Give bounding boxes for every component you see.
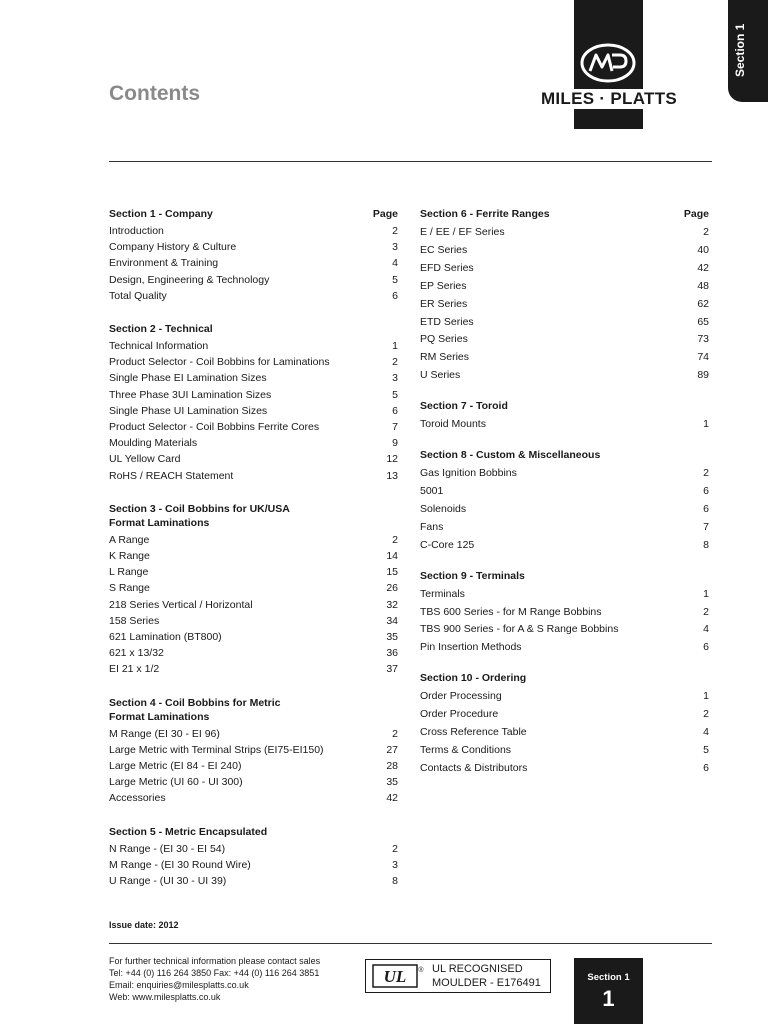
toc-entry-title: 621 Lamination (BT800) bbox=[109, 631, 222, 644]
toc-entry-page: 34 bbox=[386, 614, 398, 627]
toc-entry-page: 35 bbox=[386, 631, 398, 644]
toc-entry-page: 2 bbox=[392, 225, 398, 237]
issue-date: Issue date: 2012 bbox=[109, 920, 179, 930]
svg-text:UL: UL bbox=[383, 967, 407, 986]
toc-entry-page: 1 bbox=[703, 418, 709, 431]
toc-entry-page: 13 bbox=[386, 469, 398, 482]
toc-entry-page: 1 bbox=[703, 690, 709, 703]
contact-line: For further technical information please contact sales bbox=[109, 956, 321, 966]
toc-section bbox=[109, 207, 398, 304]
section-heading bbox=[420, 207, 709, 221]
toc-entry-title: Total Quality bbox=[109, 289, 167, 302]
toc-section bbox=[109, 322, 398, 484]
ul-line-2: MOULDER - E176491 bbox=[432, 977, 541, 989]
toc-entry[interactable] bbox=[109, 272, 398, 288]
toc-entry[interactable] bbox=[109, 726, 398, 742]
footer-divider bbox=[109, 943, 712, 944]
toc-entry-title: PQ Series bbox=[420, 333, 468, 346]
toc-entry-title: ETD Series bbox=[420, 315, 474, 328]
toc-entry-title: Large Metric with Terminal Strips (EI75-EI150) bbox=[109, 743, 324, 756]
ul-line-1: UL RECOGNISED bbox=[432, 963, 523, 975]
toc-entry-title: ER Series bbox=[420, 297, 468, 310]
toc-entry[interactable] bbox=[109, 774, 398, 790]
page-column-label: Page bbox=[683, 208, 709, 220]
toc-entry[interactable] bbox=[420, 483, 709, 501]
toc-entry-title: K Range bbox=[109, 550, 150, 563]
toc-entry[interactable] bbox=[420, 688, 709, 706]
section-title: Section 4 - Coil Bobbins for Metric Format Laminations bbox=[109, 696, 281, 723]
contact-line: Tel: +44 (0) 116 264 3850 Fax: +44 (0) 116 264 3851 bbox=[109, 968, 320, 978]
toc-entry[interactable] bbox=[109, 790, 398, 806]
contact-info bbox=[109, 955, 320, 1003]
toc-entry-page: 6 bbox=[703, 484, 709, 497]
toc-entry[interactable] bbox=[420, 724, 709, 742]
toc-entry-title: TBS 600 Series - for M Range Bobbins bbox=[420, 605, 602, 618]
toc-entry-title: EC Series bbox=[420, 243, 468, 256]
toc-entry[interactable] bbox=[420, 706, 709, 724]
toc-entry-page: 62 bbox=[697, 297, 709, 310]
contents-left-column bbox=[109, 207, 398, 907]
toc-entry[interactable] bbox=[109, 403, 398, 419]
toc-entry-title: 218 Series Vertical / Horizontal bbox=[109, 598, 253, 611]
toc-entry-page: 3 bbox=[392, 241, 398, 254]
toc-entry[interactable] bbox=[420, 314, 709, 332]
toc-section bbox=[420, 399, 709, 434]
toc-entry-page: 2 bbox=[392, 842, 398, 855]
toc-entry-title: Order Procedure bbox=[420, 708, 499, 721]
toc-entry-title: 621 x 13/32 bbox=[109, 647, 164, 660]
toc-entry-page: 35 bbox=[386, 776, 398, 789]
toc-entry[interactable] bbox=[109, 742, 398, 758]
toc-entry-title: U Range - (UI 30 - UI 39) bbox=[109, 875, 227, 888]
toc-entry-title: A Range bbox=[109, 533, 150, 546]
toc-entry-page: 3 bbox=[392, 858, 398, 871]
toc-entry[interactable] bbox=[420, 586, 709, 604]
toc-entry-page: 2 bbox=[703, 708, 709, 721]
toc-entry-title: C-Core 125 bbox=[420, 538, 475, 551]
toc-entry-page: 37 bbox=[386, 663, 398, 676]
section-title: Section 10 - Ordering bbox=[420, 672, 527, 685]
toc-entry[interactable] bbox=[109, 387, 398, 403]
toc-entry-title: M Range - (EI 30 Round Wire) bbox=[109, 858, 251, 871]
section-title: Section 6 - Ferrite Ranges bbox=[420, 208, 550, 220]
toc-entry-page: 2 bbox=[703, 226, 709, 238]
toc-entry-title: E / EE / EF Series bbox=[420, 226, 505, 238]
toc-entry-title: RM Series bbox=[420, 351, 470, 364]
toc-entry[interactable] bbox=[109, 223, 398, 239]
section-heading bbox=[420, 448, 709, 462]
page-title: Contents bbox=[109, 82, 200, 105]
toc-entry[interactable] bbox=[109, 338, 398, 354]
toc-entry[interactable] bbox=[109, 548, 398, 564]
toc-section bbox=[109, 825, 398, 890]
toc-entry-title: RoHS / REACH Statement bbox=[109, 469, 234, 482]
toc-entry-page: 32 bbox=[386, 598, 398, 611]
svg-text:®: ® bbox=[418, 967, 424, 974]
toc-entry-page: 26 bbox=[386, 582, 398, 595]
toc-entry-page: 40 bbox=[697, 243, 709, 256]
company-logo-icon bbox=[580, 43, 636, 83]
section-title: Section 8 - Custom & Miscellaneous bbox=[420, 449, 601, 462]
section-title: Section 9 - Terminals bbox=[420, 569, 525, 582]
toc-entry-title: Cross Reference Table bbox=[420, 726, 527, 739]
toc-entry[interactable] bbox=[420, 242, 709, 260]
toc-entry-title: S Range bbox=[109, 582, 150, 595]
toc-entry-page: 4 bbox=[392, 257, 398, 270]
section-heading bbox=[109, 696, 398, 724]
toc-entry[interactable] bbox=[420, 621, 709, 639]
toc-entry[interactable] bbox=[109, 857, 398, 873]
toc-entry[interactable] bbox=[109, 613, 398, 629]
toc-entry-page: 5 bbox=[392, 388, 398, 401]
header-divider bbox=[109, 161, 712, 162]
toc-entry[interactable] bbox=[109, 873, 398, 889]
toc-entry[interactable] bbox=[420, 260, 709, 278]
section-heading bbox=[109, 502, 398, 530]
toc-entry[interactable] bbox=[420, 367, 709, 385]
toc-section bbox=[420, 569, 709, 658]
section-title: Section 1 - Company bbox=[109, 208, 213, 220]
toc-entry-title: EI 21 x 1/2 bbox=[109, 663, 160, 676]
toc-entry-page: 1 bbox=[392, 340, 398, 353]
toc-entry-page: 6 bbox=[392, 404, 398, 417]
toc-entry[interactable] bbox=[420, 604, 709, 622]
toc-entry[interactable] bbox=[109, 629, 398, 645]
contents-right-column bbox=[420, 207, 709, 792]
toc-section bbox=[109, 696, 398, 807]
toc-entry-title: Three Phase 3UI Lamination Sizes bbox=[109, 388, 272, 401]
toc-entry[interactable] bbox=[420, 760, 709, 778]
toc-entry[interactable] bbox=[109, 370, 398, 386]
section-title: Section 7 - Toroid bbox=[420, 400, 508, 413]
section-heading bbox=[109, 322, 398, 336]
toc-section bbox=[420, 207, 709, 385]
toc-entry-title: EP Series bbox=[420, 279, 467, 292]
toc-entry-page: 5 bbox=[703, 743, 709, 756]
toc-entry[interactable] bbox=[109, 597, 398, 613]
toc-entry-page: 6 bbox=[703, 641, 709, 654]
toc-entry-page: 8 bbox=[392, 875, 398, 888]
toc-entry[interactable] bbox=[420, 296, 709, 314]
ul-certification-text bbox=[432, 962, 541, 990]
toc-entry-title: Design, Engineering & Technology bbox=[109, 273, 270, 286]
toc-entry-page: 74 bbox=[697, 351, 709, 364]
toc-entry-title: Single Phase EI Lamination Sizes bbox=[109, 372, 267, 385]
toc-entry-page: 2 bbox=[392, 356, 398, 369]
section-heading bbox=[420, 671, 709, 685]
toc-entry[interactable] bbox=[109, 645, 398, 661]
toc-entry[interactable] bbox=[109, 564, 398, 580]
toc-entry[interactable] bbox=[109, 239, 398, 255]
toc-entry-title: M Range (EI 30 - EI 96) bbox=[109, 727, 220, 740]
ul-logo-icon bbox=[372, 963, 424, 989]
toc-entry[interactable] bbox=[109, 758, 398, 774]
toc-entry-page: 1 bbox=[703, 587, 709, 600]
toc-entry-title: Technical Information bbox=[109, 340, 209, 353]
toc-entry-page: 28 bbox=[386, 760, 398, 773]
toc-entry-title: Product Selector - Coil Bobbins Ferrite Cores bbox=[109, 421, 320, 434]
toc-entry-page: 27 bbox=[386, 743, 398, 756]
toc-entry[interactable] bbox=[420, 224, 709, 242]
contact-web: Web: www.milesplatts.co.uk bbox=[109, 992, 221, 1002]
toc-entry-page: 6 bbox=[392, 289, 398, 302]
toc-entry-page: 48 bbox=[697, 279, 709, 292]
footer-section-label: Section 1 bbox=[587, 972, 630, 983]
section-tab-label: Section 1 bbox=[733, 23, 747, 77]
footer-section-tab bbox=[574, 958, 643, 1024]
toc-entry[interactable] bbox=[420, 537, 709, 555]
toc-entry[interactable] bbox=[420, 349, 709, 367]
toc-entry-title: Toroid Mounts bbox=[420, 418, 486, 431]
toc-entry[interactable] bbox=[109, 661, 398, 677]
contact-email: Email: enquiries@milesplatts.co.uk bbox=[109, 980, 249, 990]
toc-entry[interactable] bbox=[109, 841, 398, 857]
toc-entry-page: 73 bbox=[697, 333, 709, 346]
toc-entry-title: Large Metric (UI 60 - UI 300) bbox=[109, 776, 243, 789]
toc-entry-page: 9 bbox=[392, 437, 398, 450]
toc-entry-page: 15 bbox=[386, 566, 398, 579]
toc-entry[interactable] bbox=[109, 419, 398, 435]
toc-entry-title: 158 Series bbox=[109, 614, 160, 627]
section-heading bbox=[420, 569, 709, 583]
toc-entry-title: Large Metric (EI 84 - EI 240) bbox=[109, 760, 242, 773]
toc-entry-page: 12 bbox=[386, 453, 398, 466]
toc-entry[interactable] bbox=[420, 278, 709, 296]
toc-entry[interactable] bbox=[109, 580, 398, 596]
toc-entry-page: 42 bbox=[697, 261, 709, 274]
section-heading bbox=[109, 825, 398, 839]
toc-entry-title: TBS 900 Series - for A & S Range Bobbins bbox=[420, 623, 619, 636]
toc-entry-title: N Range - (EI 30 - EI 54) bbox=[109, 842, 226, 855]
toc-entry-page: 7 bbox=[703, 520, 709, 533]
toc-entry-page: 6 bbox=[703, 761, 709, 774]
toc-entry-title: Single Phase UI Lamination Sizes bbox=[109, 404, 268, 417]
toc-entry-page: 6 bbox=[703, 502, 709, 515]
toc-entry-title: Gas Ignition Bobbins bbox=[420, 467, 517, 480]
toc-entry-title: Solenoids bbox=[420, 502, 467, 515]
toc-entry-title: Terminals bbox=[420, 587, 465, 600]
toc-entry-title: Contacts & Distributors bbox=[420, 761, 528, 774]
toc-entry-title: Introduction bbox=[109, 225, 164, 237]
toc-entry-page: 3 bbox=[392, 372, 398, 385]
toc-entry-title: 5001 bbox=[420, 484, 444, 497]
toc-entry-title: L Range bbox=[109, 566, 149, 579]
toc-entry-page: 2 bbox=[392, 727, 398, 740]
toc-entry-page: 89 bbox=[697, 369, 709, 382]
toc-section bbox=[420, 448, 709, 555]
toc-entry[interactable] bbox=[109, 354, 398, 370]
toc-entry-title: Environment & Training bbox=[109, 257, 219, 270]
toc-entry[interactable] bbox=[420, 416, 709, 434]
toc-entry-page: 4 bbox=[703, 623, 709, 636]
toc-section bbox=[109, 502, 398, 678]
brand-name: MILES · PLATTS bbox=[540, 89, 678, 108]
toc-entry-title: UL Yellow Card bbox=[109, 453, 181, 466]
toc-entry-page: 2 bbox=[703, 605, 709, 618]
toc-entry-page: 36 bbox=[386, 647, 398, 660]
toc-entry[interactable] bbox=[109, 532, 398, 548]
section-heading bbox=[109, 207, 398, 221]
toc-entry[interactable] bbox=[420, 331, 709, 349]
toc-entry-page: 4 bbox=[703, 726, 709, 739]
toc-section bbox=[420, 671, 709, 778]
section-title: Section 2 - Technical bbox=[109, 323, 213, 336]
section-title: Section 3 - Coil Bobbins for UK/USA Format Laminations bbox=[109, 502, 290, 529]
toc-entry-page: 42 bbox=[386, 792, 398, 805]
page-number: 1 bbox=[602, 986, 615, 1011]
toc-entry-title: Product Selector - Coil Bobbins for Laminations bbox=[109, 356, 330, 369]
toc-entry-title: Company History & Culture bbox=[109, 241, 237, 254]
toc-entry-title: EFD Series bbox=[420, 261, 474, 274]
section-heading bbox=[420, 399, 709, 413]
toc-entry[interactable] bbox=[420, 501, 709, 519]
toc-entry-page: 65 bbox=[697, 315, 709, 328]
toc-entry-page: 7 bbox=[392, 421, 398, 434]
section-title: Section 5 - Metric Encapsulated bbox=[109, 825, 268, 838]
toc-entry-page: 8 bbox=[703, 538, 709, 551]
toc-entry[interactable] bbox=[109, 468, 398, 484]
toc-entry-title: Order Processing bbox=[420, 690, 502, 703]
toc-entry-title: Terms & Conditions bbox=[420, 743, 512, 756]
toc-entry-title: U Series bbox=[420, 369, 461, 382]
toc-entry[interactable] bbox=[109, 255, 398, 271]
toc-entry-page: 2 bbox=[703, 467, 709, 480]
toc-entry-title: Moulding Materials bbox=[109, 437, 198, 450]
toc-entry[interactable] bbox=[420, 465, 709, 483]
toc-entry-title: Pin Insertion Methods bbox=[420, 641, 522, 654]
toc-entry[interactable] bbox=[420, 519, 709, 537]
toc-entry[interactable] bbox=[109, 451, 398, 467]
toc-entry[interactable] bbox=[420, 742, 709, 760]
toc-entry[interactable] bbox=[109, 435, 398, 451]
toc-entry-page: 2 bbox=[392, 533, 398, 546]
toc-entry-page: 14 bbox=[386, 550, 398, 563]
toc-entry-title: Accessories bbox=[109, 792, 166, 805]
toc-entry-page: 5 bbox=[392, 273, 398, 286]
toc-entry-title: Fans bbox=[420, 520, 444, 533]
toc-entry[interactable] bbox=[109, 288, 398, 304]
page-column-label: Page bbox=[372, 208, 398, 220]
toc-entry[interactable] bbox=[420, 639, 709, 657]
